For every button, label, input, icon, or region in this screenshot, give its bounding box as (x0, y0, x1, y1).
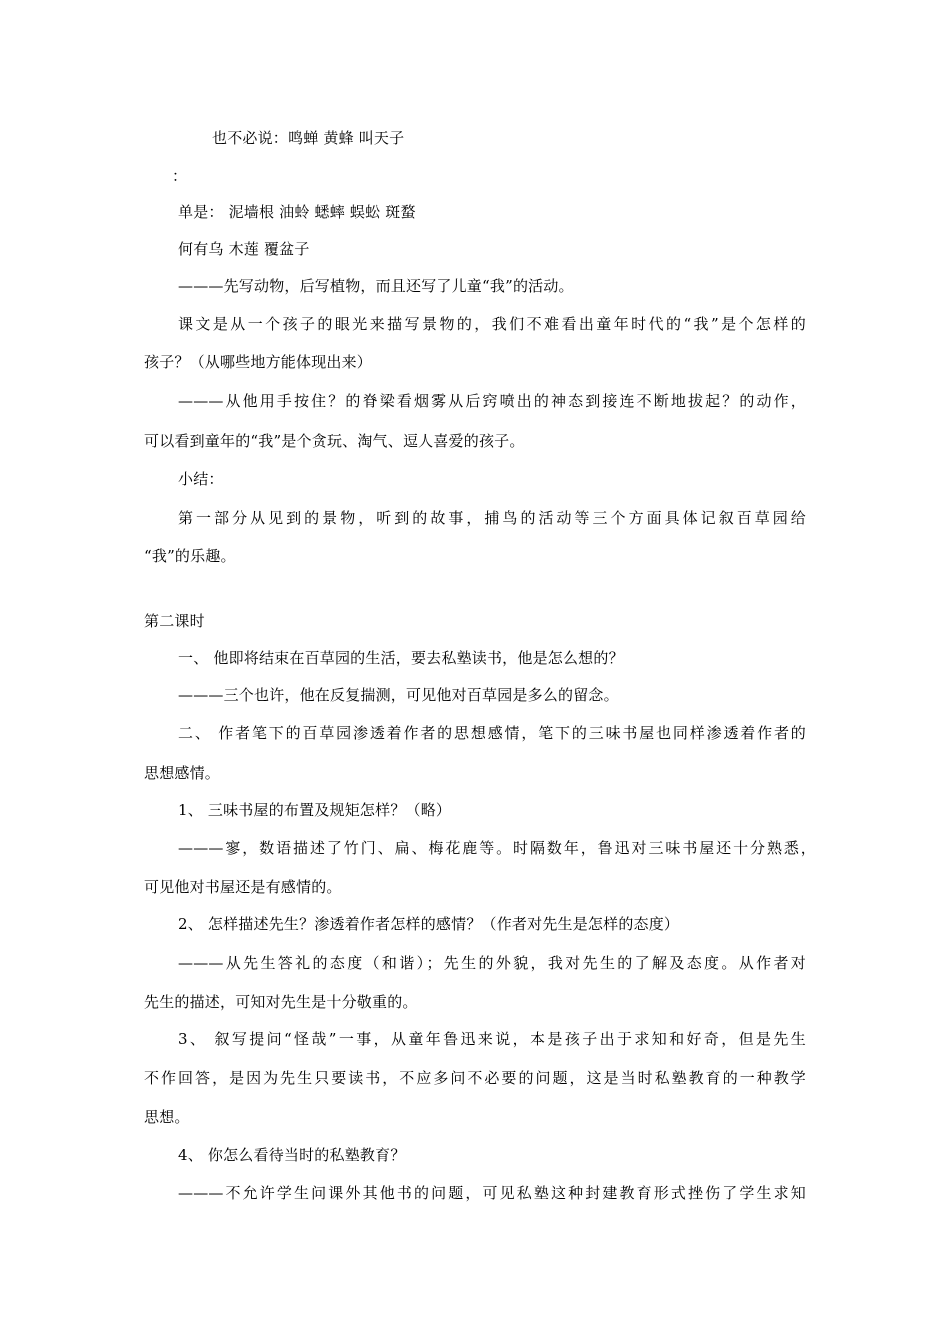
text-line: 单是： 泥墙根 油蛉 蟋蟀 蜈蚣 斑蝥 (178, 203, 416, 221)
text-line: 孩子？（从哪些地方能体现出来） (144, 353, 373, 371)
text-line: ———寥，数语描述了竹门、扁、梅花鹿等。时隔数年，鲁迅对三味书屋还十分熟悉， (178, 839, 816, 857)
text-line: ———先写动物，后写植物，而且还写了儿童“我”的活动。 (178, 277, 574, 295)
text-line: ———从先生答礼的态度（和谐）；先生的外貌，我对先生的了解及态度。从作者对 (178, 954, 806, 972)
text-line: 可见他对书屋还是有感情的。 (144, 878, 342, 896)
text-line: 4、 你怎么看待当时的私塾教育？ (178, 1146, 406, 1164)
text-line: ： (172, 167, 188, 185)
text-line: 可以看到童年的“我”是个贪玩、淘气、逗人喜爱的孩子。 (144, 432, 525, 450)
text-line: 思想。 (144, 1108, 190, 1126)
text-line: 不作回答，是因为先生只要读书，不应多问不必要的问题，这是当时私塾教育的一种教学 (144, 1069, 806, 1087)
text-line: 1、 三味书屋的布置及规矩怎样？（略） (178, 801, 452, 819)
text-line: 第一部分从见到的景物，听到的故事，捕鸟的活动等三个方面具体记叙百草园给 (178, 509, 806, 527)
text-line: 2、 怎样描述先生？渗透着作者怎样的感情？（作者对先生是怎样的态度） (178, 915, 680, 933)
text-line: ———不允许学生问课外其他书的问题，可见私塾这种封建教育形式挫伤了学生求知 (178, 1184, 806, 1202)
text-line: 思想感情。 (144, 764, 221, 782)
text-line: “我”的乐趣。 (144, 547, 236, 565)
text-line: 也不必说：鸣蝉 黄蜂 叫天子 (212, 129, 405, 147)
text-line: 小结： (178, 470, 224, 488)
text-line: ———从他用手按住？的脊梁看烟雾从后窍喷出的神态到接连不断地拔起？的动作， (178, 392, 806, 410)
text-line: 何有乌 木莲 覆盆子 (178, 240, 310, 258)
text-line: 课文是从一个孩子的眼光来描写景物的，我们不难看出童年时代的“我”是个怎样的 (178, 315, 806, 333)
text-line: 一、 他即将结束在百草园的生活，要去私塾读书，他是怎么想的？ (178, 649, 624, 667)
text-line: ———三个也许，他在反复揣测，可见他对百草园是多么的留念。 (178, 686, 619, 704)
section-heading: 第二课时 (144, 612, 205, 630)
text-line: 二、 作者笔下的百草园渗透着作者的思想感情，笔下的三味书屋也同样渗透着作者的 (178, 724, 806, 742)
text-line: 3、 叙写提问“怪哉”一事，从童年鲁迅来说，本是孩子出于求知和好奇，但是先生 (178, 1030, 806, 1048)
text-line: 先生的描述，可知对先生是十分敬重的。 (144, 993, 418, 1011)
